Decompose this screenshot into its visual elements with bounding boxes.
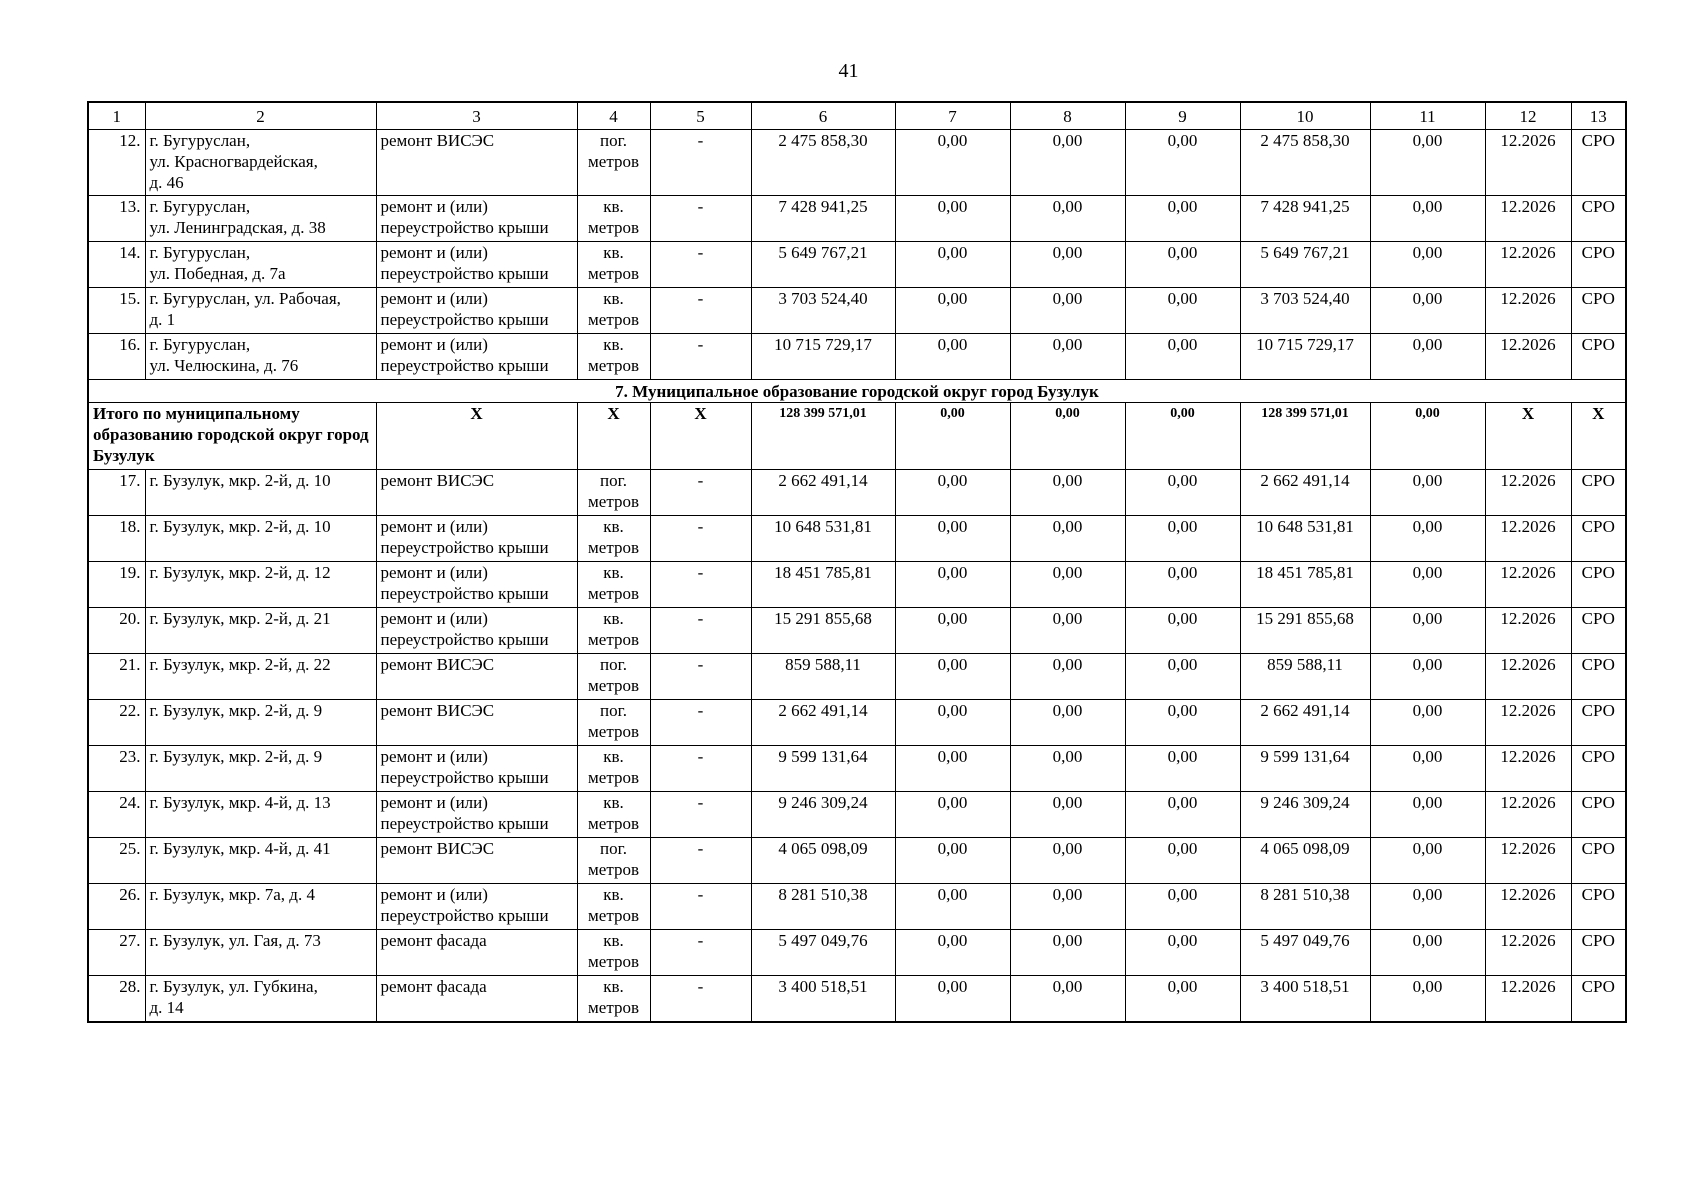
total-cost-cell: 9 599 131,64 bbox=[751, 746, 895, 792]
row-number-cell: 24. bbox=[88, 792, 145, 838]
completion-date-cell: 12.2026 bbox=[1485, 242, 1571, 288]
row-number-cell: 14. bbox=[88, 242, 145, 288]
table-row bbox=[88, 562, 1626, 608]
row-number-cell: 22. bbox=[88, 700, 145, 746]
total-c5-cell: Х bbox=[650, 403, 751, 470]
completion-date-cell: 12.2026 bbox=[1485, 884, 1571, 930]
address-cell: г. Бузулук, мкр. 2-й, д. 22 bbox=[145, 654, 376, 700]
fund-owners-cell: 9 599 131,64 bbox=[1240, 746, 1370, 792]
fund-owners-cell: 18 451 785,81 bbox=[1240, 562, 1370, 608]
fund-owners-cell: 859 588,11 bbox=[1240, 654, 1370, 700]
total-c12-cell: Х bbox=[1485, 403, 1571, 470]
unit-cell: кв. метров bbox=[577, 196, 650, 242]
quantity-cell: - bbox=[650, 976, 751, 1023]
fund-federal-cell: 0,00 bbox=[895, 792, 1010, 838]
total-c11-cell: 0,00 bbox=[1370, 403, 1485, 470]
total-c7-cell: 0,00 bbox=[895, 403, 1010, 470]
total-cost-cell: 10 648 531,81 bbox=[751, 516, 895, 562]
executor-cell: СРО bbox=[1571, 654, 1626, 700]
total-cost-cell: 18 451 785,81 bbox=[751, 562, 895, 608]
page-number: 41 bbox=[838, 60, 859, 82]
fund-federal-cell: 0,00 bbox=[895, 930, 1010, 976]
capital-repair-table bbox=[87, 101, 1627, 1023]
executor-cell: СРО bbox=[1571, 884, 1626, 930]
fund-other-cell: 0,00 bbox=[1370, 746, 1485, 792]
total-cost-cell: 7 428 941,25 bbox=[751, 196, 895, 242]
row-number-cell: 25. bbox=[88, 838, 145, 884]
address-cell: г. Бузулук, мкр. 2-й, д. 21 bbox=[145, 608, 376, 654]
row-number-cell: 19. bbox=[88, 562, 145, 608]
fund-other-cell: 0,00 bbox=[1370, 608, 1485, 654]
address-cell: г. Бузулук, мкр. 2-й, д. 9 bbox=[145, 746, 376, 792]
work-type-cell: ремонт и (или) переустройство крыши bbox=[376, 884, 577, 930]
address-cell: г. Бугуруслан, ул. Рабочая, д. 1 bbox=[145, 288, 376, 334]
fund-other-cell: 0,00 bbox=[1370, 792, 1485, 838]
total-c8-cell: 0,00 bbox=[1010, 403, 1125, 470]
executor-cell: СРО bbox=[1571, 746, 1626, 792]
row-number-cell: 15. bbox=[88, 288, 145, 334]
fund-other-cell: 0,00 bbox=[1370, 242, 1485, 288]
fund-other-cell: 0,00 bbox=[1370, 196, 1485, 242]
completion-date-cell: 12.2026 bbox=[1485, 470, 1571, 516]
total-cost-cell: 2 662 491,14 bbox=[751, 700, 895, 746]
table-row bbox=[88, 130, 1626, 196]
executor-cell: СРО bbox=[1571, 976, 1626, 1023]
completion-date-cell: 12.2026 bbox=[1485, 130, 1571, 196]
fund-regional-cell: 0,00 bbox=[1010, 562, 1125, 608]
unit-cell: кв. метров bbox=[577, 562, 650, 608]
total-c9-cell: 0,00 bbox=[1125, 403, 1240, 470]
fund-regional-cell: 0,00 bbox=[1010, 288, 1125, 334]
column-number: 1 bbox=[88, 102, 145, 130]
fund-owners-cell: 15 291 855,68 bbox=[1240, 608, 1370, 654]
address-cell: г. Бузулук, мкр. 2-й, д. 10 bbox=[145, 470, 376, 516]
row-number-cell: 18. bbox=[88, 516, 145, 562]
quantity-cell: - bbox=[650, 562, 751, 608]
column-number: 13 bbox=[1571, 102, 1626, 130]
fund-regional-cell: 0,00 bbox=[1010, 130, 1125, 196]
column-number: 6 bbox=[751, 102, 895, 130]
completion-date-cell: 12.2026 bbox=[1485, 562, 1571, 608]
table-row bbox=[88, 516, 1626, 562]
completion-date-cell: 12.2026 bbox=[1485, 976, 1571, 1023]
fund-owners-cell: 2 662 491,14 bbox=[1240, 700, 1370, 746]
total-row bbox=[88, 403, 1626, 470]
total-cost-cell: 8 281 510,38 bbox=[751, 884, 895, 930]
fund-owners-cell: 3 703 524,40 bbox=[1240, 288, 1370, 334]
total-cost-cell: 4 065 098,09 bbox=[751, 838, 895, 884]
table-row bbox=[88, 334, 1626, 380]
fund-regional-cell: 0,00 bbox=[1010, 242, 1125, 288]
total-c3-cell: Х bbox=[376, 403, 577, 470]
fund-federal-cell: 0,00 bbox=[895, 334, 1010, 380]
fund-regional-cell: 0,00 bbox=[1010, 884, 1125, 930]
executor-cell: СРО bbox=[1571, 792, 1626, 838]
column-number-row bbox=[88, 102, 1626, 130]
total-c6-cell: 128 399 571,01 bbox=[751, 403, 895, 470]
table-row bbox=[88, 470, 1626, 516]
column-number: 3 bbox=[376, 102, 577, 130]
fund-federal-cell: 0,00 bbox=[895, 562, 1010, 608]
table-row bbox=[88, 196, 1626, 242]
fund-owners-cell: 10 715 729,17 bbox=[1240, 334, 1370, 380]
fund-other-cell: 0,00 bbox=[1370, 838, 1485, 884]
total-cost-cell: 15 291 855,68 bbox=[751, 608, 895, 654]
total-c10-cell: 128 399 571,01 bbox=[1240, 403, 1370, 470]
work-type-cell: ремонт ВИСЭС bbox=[376, 700, 577, 746]
quantity-cell: - bbox=[650, 608, 751, 654]
fund-regional-cell: 0,00 bbox=[1010, 196, 1125, 242]
fund-owners-cell: 7 428 941,25 bbox=[1240, 196, 1370, 242]
fund-other-cell: 0,00 bbox=[1370, 516, 1485, 562]
quantity-cell: - bbox=[650, 930, 751, 976]
fund-owners-cell: 5 649 767,21 bbox=[1240, 242, 1370, 288]
quantity-cell: - bbox=[650, 196, 751, 242]
executor-cell: СРО bbox=[1571, 242, 1626, 288]
total-cost-cell: 5 649 767,21 bbox=[751, 242, 895, 288]
column-number: 12 bbox=[1485, 102, 1571, 130]
address-cell: г. Бузулук, ул. Гая, д. 73 bbox=[145, 930, 376, 976]
fund-local-cell: 0,00 bbox=[1125, 516, 1240, 562]
work-type-cell: ремонт ВИСЭС bbox=[376, 470, 577, 516]
work-type-cell: ремонт ВИСЭС bbox=[376, 654, 577, 700]
row-number-cell: 12. bbox=[88, 130, 145, 196]
fund-federal-cell: 0,00 bbox=[895, 130, 1010, 196]
executor-cell: СРО bbox=[1571, 838, 1626, 884]
fund-regional-cell: 0,00 bbox=[1010, 654, 1125, 700]
fund-local-cell: 0,00 bbox=[1125, 288, 1240, 334]
unit-cell: кв. метров bbox=[577, 288, 650, 334]
column-number: 7 bbox=[895, 102, 1010, 130]
fund-local-cell: 0,00 bbox=[1125, 334, 1240, 380]
quantity-cell: - bbox=[650, 516, 751, 562]
fund-federal-cell: 0,00 bbox=[895, 838, 1010, 884]
address-cell: г. Бузулук, мкр. 4-й, д. 41 bbox=[145, 838, 376, 884]
executor-cell: СРО bbox=[1571, 516, 1626, 562]
fund-federal-cell: 0,00 bbox=[895, 746, 1010, 792]
unit-cell: пог. метров bbox=[577, 130, 650, 196]
work-type-cell: ремонт и (или) переустройство крыши bbox=[376, 196, 577, 242]
work-type-cell: ремонт ВИСЭС bbox=[376, 838, 577, 884]
address-cell: г. Бузулук, ул. Губкина, д. 14 bbox=[145, 976, 376, 1023]
executor-cell: СРО bbox=[1571, 470, 1626, 516]
fund-regional-cell: 0,00 bbox=[1010, 976, 1125, 1023]
completion-date-cell: 12.2026 bbox=[1485, 288, 1571, 334]
row-number-cell: 28. bbox=[88, 976, 145, 1023]
unit-cell: кв. метров bbox=[577, 516, 650, 562]
fund-federal-cell: 0,00 bbox=[895, 884, 1010, 930]
quantity-cell: - bbox=[650, 242, 751, 288]
column-number: 2 bbox=[145, 102, 376, 130]
quantity-cell: - bbox=[650, 746, 751, 792]
fund-owners-cell: 4 065 098,09 bbox=[1240, 838, 1370, 884]
column-number: 9 bbox=[1125, 102, 1240, 130]
quantity-cell: - bbox=[650, 838, 751, 884]
completion-date-cell: 12.2026 bbox=[1485, 746, 1571, 792]
fund-local-cell: 0,00 bbox=[1125, 654, 1240, 700]
unit-cell: кв. метров bbox=[577, 746, 650, 792]
total-c4-cell: Х bbox=[577, 403, 650, 470]
table-row bbox=[88, 242, 1626, 288]
fund-other-cell: 0,00 bbox=[1370, 562, 1485, 608]
fund-other-cell: 0,00 bbox=[1370, 930, 1485, 976]
work-type-cell: ремонт и (или) переустройство крыши bbox=[376, 562, 577, 608]
fund-federal-cell: 0,00 bbox=[895, 976, 1010, 1023]
column-number: 5 bbox=[650, 102, 751, 130]
row-number-cell: 20. bbox=[88, 608, 145, 654]
table-row bbox=[88, 654, 1626, 700]
table-row bbox=[88, 700, 1626, 746]
executor-cell: СРО bbox=[1571, 288, 1626, 334]
fund-local-cell: 0,00 bbox=[1125, 242, 1240, 288]
total-cost-cell: 3 400 518,51 bbox=[751, 976, 895, 1023]
fund-local-cell: 0,00 bbox=[1125, 470, 1240, 516]
row-number-cell: 16. bbox=[88, 334, 145, 380]
work-type-cell: ремонт и (или) переустройство крыши bbox=[376, 288, 577, 334]
fund-other-cell: 0,00 bbox=[1370, 700, 1485, 746]
fund-other-cell: 0,00 bbox=[1370, 288, 1485, 334]
work-type-cell: ремонт фасада bbox=[376, 930, 577, 976]
executor-cell: СРО bbox=[1571, 608, 1626, 654]
work-type-cell: ремонт и (или) переустройство крыши bbox=[376, 608, 577, 654]
unit-cell: кв. метров bbox=[577, 884, 650, 930]
address-cell: г. Бузулук, мкр. 2-й, д. 9 bbox=[145, 700, 376, 746]
fund-local-cell: 0,00 bbox=[1125, 976, 1240, 1023]
fund-federal-cell: 0,00 bbox=[895, 196, 1010, 242]
row-number-cell: 17. bbox=[88, 470, 145, 516]
fund-owners-cell: 8 281 510,38 bbox=[1240, 884, 1370, 930]
work-type-cell: ремонт и (или) переустройство крыши bbox=[376, 516, 577, 562]
column-number: 10 bbox=[1240, 102, 1370, 130]
address-cell: г. Бузулук, мкр. 2-й, д. 10 bbox=[145, 516, 376, 562]
table-row bbox=[88, 930, 1626, 976]
fund-federal-cell: 0,00 bbox=[895, 242, 1010, 288]
table-row bbox=[88, 792, 1626, 838]
quantity-cell: - bbox=[650, 654, 751, 700]
fund-owners-cell: 5 497 049,76 bbox=[1240, 930, 1370, 976]
fund-regional-cell: 0,00 bbox=[1010, 792, 1125, 838]
completion-date-cell: 12.2026 bbox=[1485, 608, 1571, 654]
fund-other-cell: 0,00 bbox=[1370, 470, 1485, 516]
work-type-cell: ремонт и (или) переустройство крыши bbox=[376, 242, 577, 288]
fund-local-cell: 0,00 bbox=[1125, 700, 1240, 746]
section-title: 7. Муниципальное образование городской округ город Бузулук bbox=[88, 380, 1626, 403]
fund-regional-cell: 0,00 bbox=[1010, 746, 1125, 792]
executor-cell: СРО bbox=[1571, 196, 1626, 242]
total-label: Итого по муниципальному образованию городской округ город Бузулук bbox=[88, 403, 376, 470]
quantity-cell: - bbox=[650, 700, 751, 746]
table-row bbox=[88, 608, 1626, 654]
unit-cell: кв. метров bbox=[577, 334, 650, 380]
address-cell: г. Бузулук, мкр. 2-й, д. 12 bbox=[145, 562, 376, 608]
completion-date-cell: 12.2026 bbox=[1485, 700, 1571, 746]
fund-other-cell: 0,00 bbox=[1370, 654, 1485, 700]
unit-cell: кв. метров bbox=[577, 930, 650, 976]
address-cell: г. Бузулук, мкр. 7а, д. 4 bbox=[145, 884, 376, 930]
unit-cell: пог. метров bbox=[577, 700, 650, 746]
fund-local-cell: 0,00 bbox=[1125, 196, 1240, 242]
work-type-cell: ремонт фасада bbox=[376, 976, 577, 1023]
address-cell: г. Бугуруслан, ул. Челюскина, д. 76 bbox=[145, 334, 376, 380]
executor-cell: СРО bbox=[1571, 334, 1626, 380]
table-row bbox=[88, 288, 1626, 334]
total-cost-cell: 5 497 049,76 bbox=[751, 930, 895, 976]
fund-federal-cell: 0,00 bbox=[895, 700, 1010, 746]
fund-owners-cell: 2 475 858,30 bbox=[1240, 130, 1370, 196]
fund-regional-cell: 0,00 bbox=[1010, 930, 1125, 976]
column-number: 4 bbox=[577, 102, 650, 130]
fund-other-cell: 0,00 bbox=[1370, 334, 1485, 380]
fund-other-cell: 0,00 bbox=[1370, 884, 1485, 930]
table-row bbox=[88, 746, 1626, 792]
fund-local-cell: 0,00 bbox=[1125, 884, 1240, 930]
fund-owners-cell: 3 400 518,51 bbox=[1240, 976, 1370, 1023]
fund-regional-cell: 0,00 bbox=[1010, 470, 1125, 516]
quantity-cell: - bbox=[650, 334, 751, 380]
unit-cell: пог. метров bbox=[577, 838, 650, 884]
executor-cell: СРО bbox=[1571, 700, 1626, 746]
total-c13-cell: Х bbox=[1571, 403, 1626, 470]
unit-cell: пог. метров bbox=[577, 470, 650, 516]
fund-owners-cell: 10 648 531,81 bbox=[1240, 516, 1370, 562]
row-number-cell: 23. bbox=[88, 746, 145, 792]
unit-cell: кв. метров bbox=[577, 608, 650, 654]
completion-date-cell: 12.2026 bbox=[1485, 930, 1571, 976]
fund-local-cell: 0,00 bbox=[1125, 930, 1240, 976]
work-type-cell: ремонт и (или) переустройство крыши bbox=[376, 792, 577, 838]
fund-federal-cell: 0,00 bbox=[895, 288, 1010, 334]
fund-local-cell: 0,00 bbox=[1125, 608, 1240, 654]
address-cell: г. Бузулук, мкр. 4-й, д. 13 bbox=[145, 792, 376, 838]
fund-regional-cell: 0,00 bbox=[1010, 334, 1125, 380]
fund-regional-cell: 0,00 bbox=[1010, 700, 1125, 746]
work-type-cell: ремонт и (или) переустройство крыши bbox=[376, 334, 577, 380]
fund-regional-cell: 0,00 bbox=[1010, 608, 1125, 654]
total-cost-cell: 2 662 491,14 bbox=[751, 470, 895, 516]
row-number-cell: 27. bbox=[88, 930, 145, 976]
fund-local-cell: 0,00 bbox=[1125, 130, 1240, 196]
table-row bbox=[88, 884, 1626, 930]
fund-local-cell: 0,00 bbox=[1125, 746, 1240, 792]
column-number: 11 bbox=[1370, 102, 1485, 130]
completion-date-cell: 12.2026 bbox=[1485, 516, 1571, 562]
fund-federal-cell: 0,00 bbox=[895, 608, 1010, 654]
unit-cell: пог. метров bbox=[577, 654, 650, 700]
fund-regional-cell: 0,00 bbox=[1010, 838, 1125, 884]
fund-local-cell: 0,00 bbox=[1125, 792, 1240, 838]
fund-federal-cell: 0,00 bbox=[895, 470, 1010, 516]
executor-cell: СРО bbox=[1571, 930, 1626, 976]
address-cell: г. Бугуруслан, ул. Красногвардейская, д. 46 bbox=[145, 130, 376, 196]
total-cost-cell: 10 715 729,17 bbox=[751, 334, 895, 380]
work-type-cell: ремонт и (или) переустройство крыши bbox=[376, 746, 577, 792]
fund-local-cell: 0,00 bbox=[1125, 838, 1240, 884]
fund-other-cell: 0,00 bbox=[1370, 130, 1485, 196]
completion-date-cell: 12.2026 bbox=[1485, 334, 1571, 380]
fund-federal-cell: 0,00 bbox=[895, 654, 1010, 700]
executor-cell: СРО bbox=[1571, 562, 1626, 608]
fund-regional-cell: 0,00 bbox=[1010, 516, 1125, 562]
executor-cell: СРО bbox=[1571, 130, 1626, 196]
column-number: 8 bbox=[1010, 102, 1125, 130]
fund-owners-cell: 2 662 491,14 bbox=[1240, 470, 1370, 516]
total-cost-cell: 2 475 858,30 bbox=[751, 130, 895, 196]
total-cost-cell: 3 703 524,40 bbox=[751, 288, 895, 334]
total-cost-cell: 9 246 309,24 bbox=[751, 792, 895, 838]
unit-cell: кв. метров bbox=[577, 792, 650, 838]
completion-date-cell: 12.2026 bbox=[1485, 838, 1571, 884]
fund-other-cell: 0,00 bbox=[1370, 976, 1485, 1023]
unit-cell: кв. метров bbox=[577, 976, 650, 1023]
section-header-row bbox=[88, 380, 1626, 403]
row-number-cell: 13. bbox=[88, 196, 145, 242]
total-cost-cell: 859 588,11 bbox=[751, 654, 895, 700]
completion-date-cell: 12.2026 bbox=[1485, 196, 1571, 242]
completion-date-cell: 12.2026 bbox=[1485, 792, 1571, 838]
row-number-cell: 26. bbox=[88, 884, 145, 930]
unit-cell: кв. метров bbox=[577, 242, 650, 288]
quantity-cell: - bbox=[650, 288, 751, 334]
row-number-cell: 21. bbox=[88, 654, 145, 700]
table-row bbox=[88, 976, 1626, 1023]
completion-date-cell: 12.2026 bbox=[1485, 654, 1571, 700]
fund-local-cell: 0,00 bbox=[1125, 562, 1240, 608]
quantity-cell: - bbox=[650, 884, 751, 930]
work-type-cell: ремонт ВИСЭС bbox=[376, 130, 577, 196]
quantity-cell: - bbox=[650, 792, 751, 838]
table-row bbox=[88, 838, 1626, 884]
quantity-cell: - bbox=[650, 130, 751, 196]
fund-federal-cell: 0,00 bbox=[895, 516, 1010, 562]
quantity-cell: - bbox=[650, 470, 751, 516]
address-cell: г. Бугуруслан, ул. Ленинградская, д. 38 bbox=[145, 196, 376, 242]
address-cell: г. Бугуруслан, ул. Победная, д. 7а bbox=[145, 242, 376, 288]
fund-owners-cell: 9 246 309,24 bbox=[1240, 792, 1370, 838]
